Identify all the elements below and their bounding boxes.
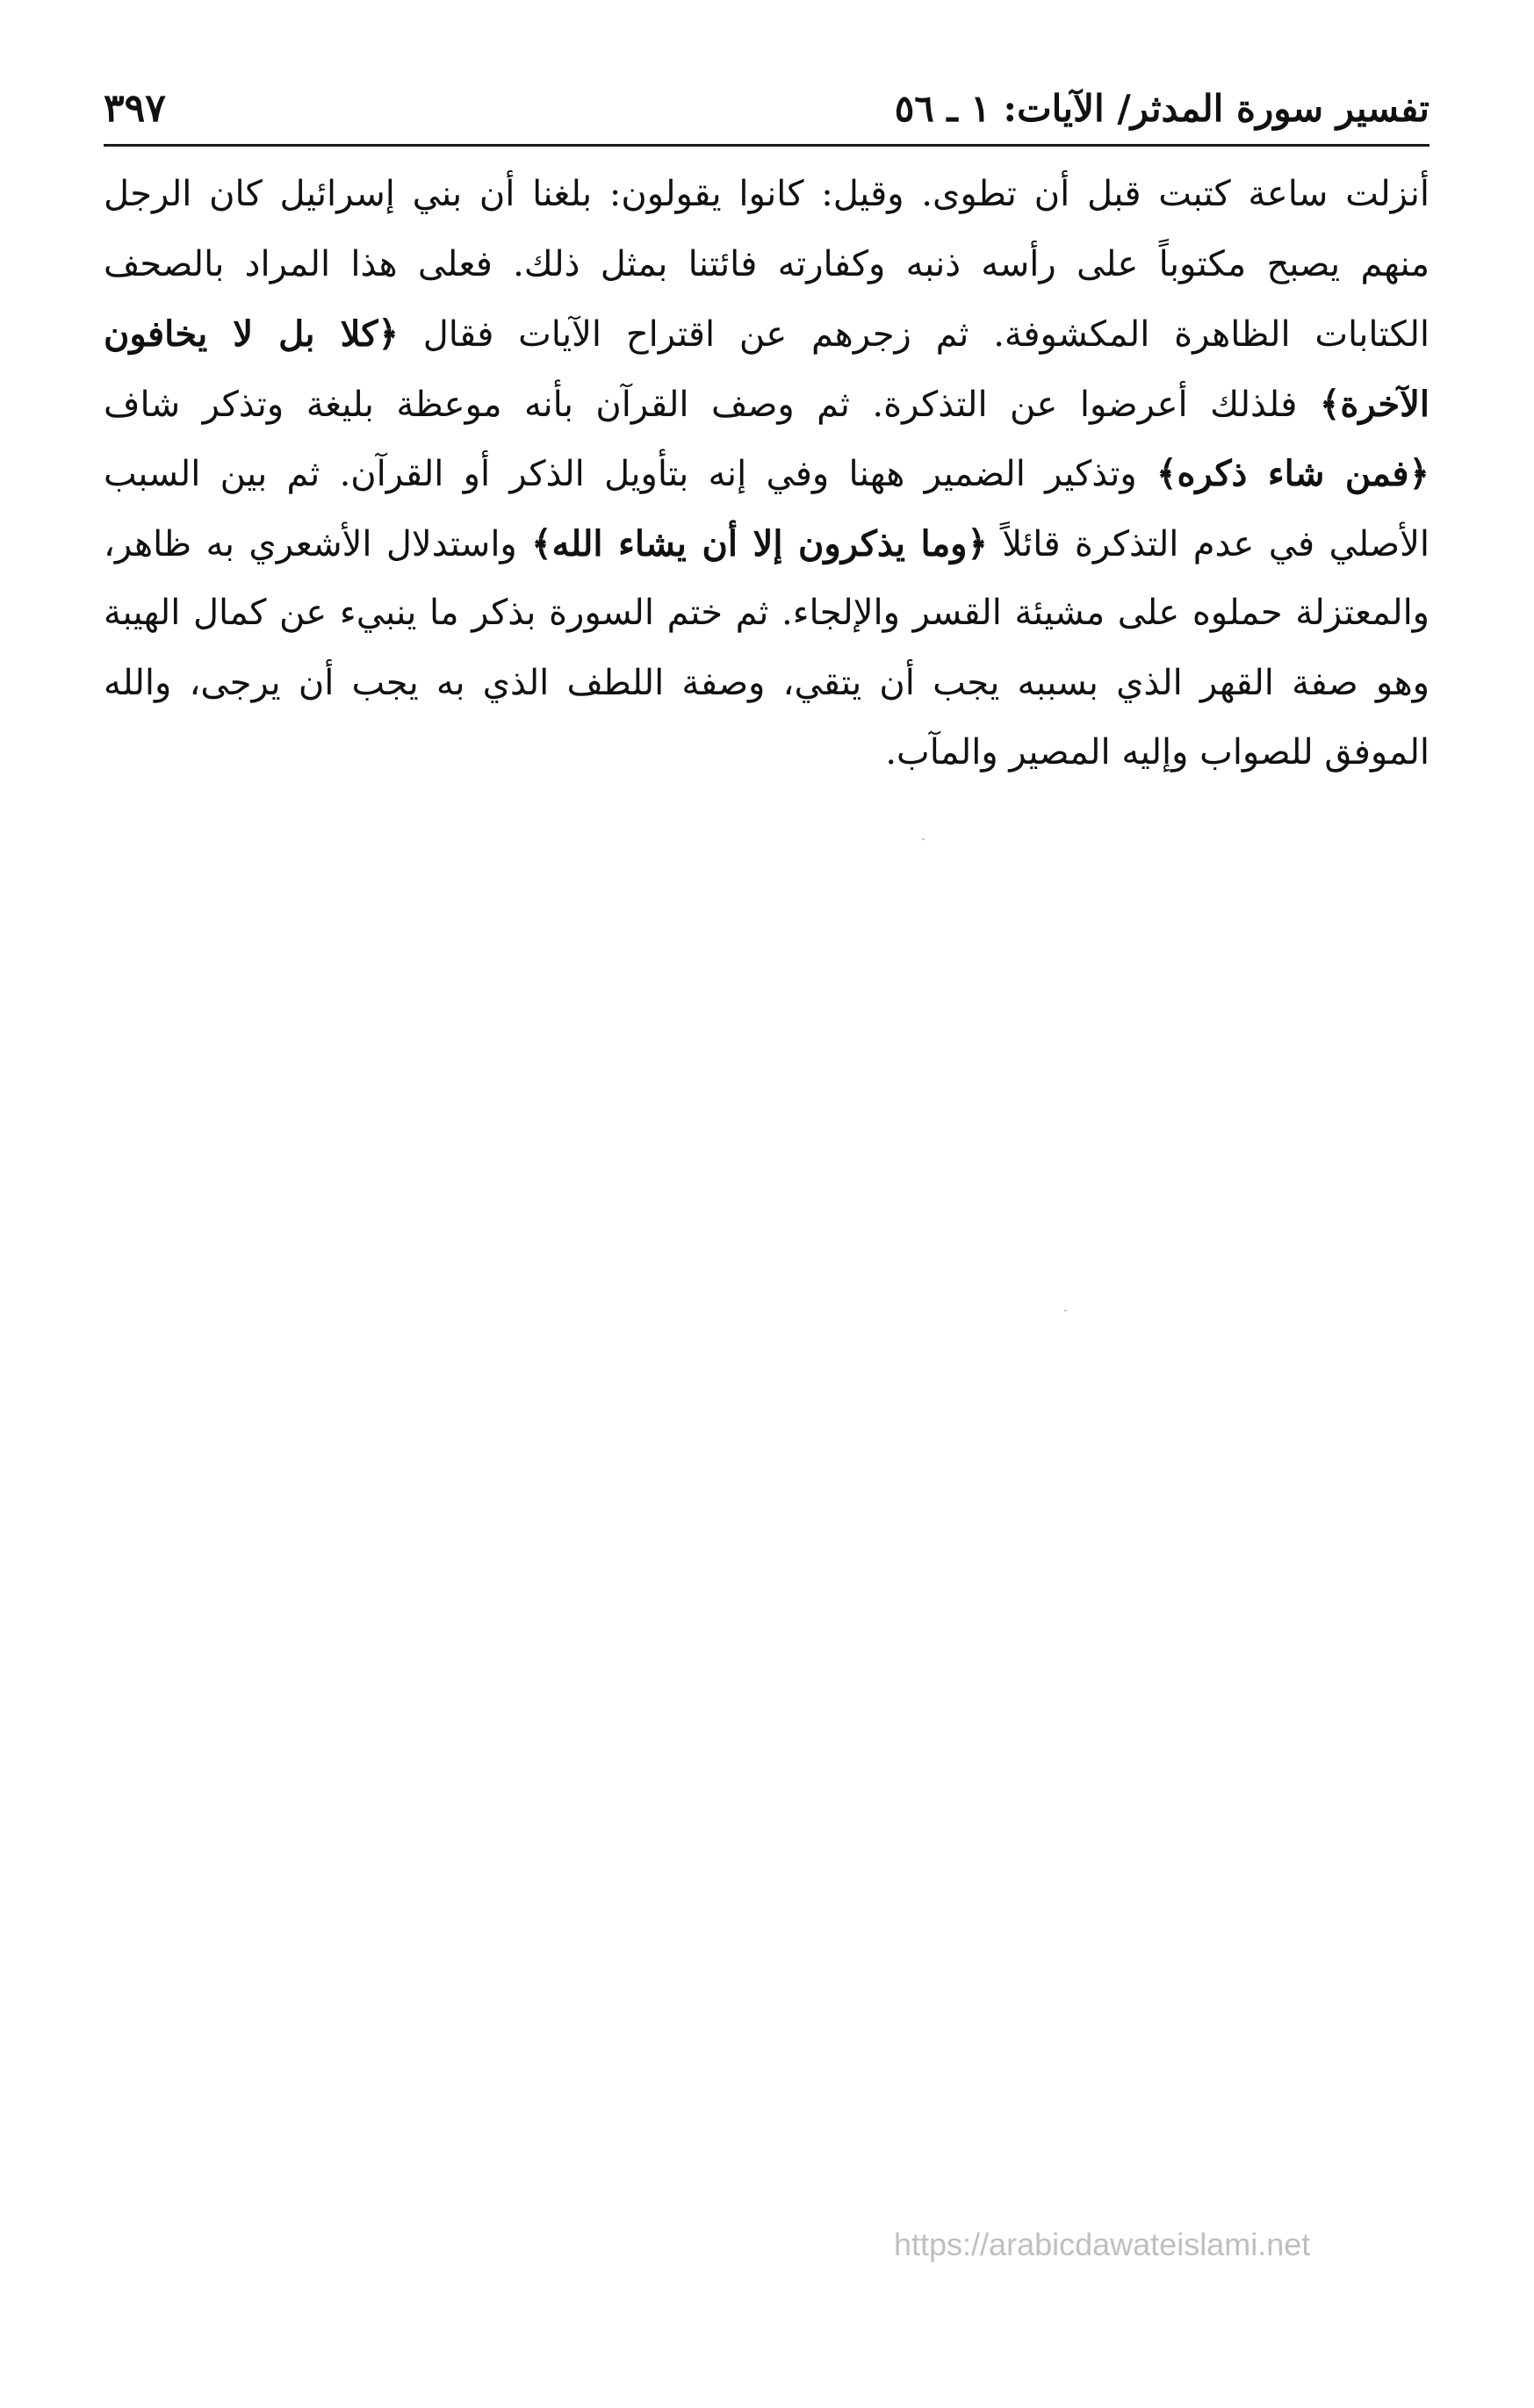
text-line [104,649,1430,719]
quranic-quote: ﴿فمن شاء ذكره﴾ [1156,453,1430,494]
scan-speck [1064,1310,1067,1312]
line-text: الموفق للصواب وإليه المصير والمآب. [885,732,1430,773]
running-header-title: تفسير سورة المدثر/ الآيات: ١ ـ ٥٦ [894,87,1430,130]
line-text: والمعتزلة حملوه على مشيئة القسر والإلجاء. ثم ختم السورة بذكر ما ينبيء عن كمال الهيبة [104,593,1430,633]
line-text: واستدلال الأشعري به ظاهر، [104,523,532,564]
quranic-quote: الآخرة﴾ [1319,383,1430,425]
quranic-quote: ﴿وما يذكرون إلا أن يشاء الله﴾ [531,522,988,564]
text-line [104,299,1430,370]
line-text: منهم يصبح مكتوباً على رأسه ذنبه وكفارته فائتنا بمثل ذلك. فعلى هذا المراد بالصحف [104,243,1430,284]
header-rule [104,144,1430,147]
scan-speck [922,838,925,840]
text-line [104,509,1430,579]
page-number: ٣٩٧ [104,86,166,131]
text-line [104,718,1430,788]
line-text: فلذلك أعرضوا عن التذكرة. ثم وصف القرآن بأنه موعظة بليغة وتذكر شاف [104,384,1320,425]
body-text [104,160,1430,788]
text-line [104,370,1430,440]
text-line [104,579,1430,649]
text-line [104,160,1430,230]
watermark-url: https://arabicdawateislami.net [894,2226,1311,2262]
page-header [104,81,1430,144]
line-text: الأصلي في عدم التذكرة قائلاً [987,523,1430,564]
text-line [104,230,1430,300]
line-text: وتذكير الضمير ههنا وفي إنه بتأويل الذكر أو القرآن. ثم بين السبب [104,454,1157,494]
text-line [104,439,1430,509]
line-text: الكتابات الظاهرة المكشوفة. ثم زجرهم عن اقتراح الآيات فقال [398,314,1430,355]
line-text: وهو صفة القهر الذي بسببه يجب أن يتقي، وصفة اللطف الذي به يجب أن يرجى، والله [104,662,1430,703]
line-text: أنزلت ساعة كتبت قبل أن تطوى. وقيل: كانوا يقولون: بلغنا أن بني إسرائيل كان الرجل [104,174,1430,214]
quranic-quote: ﴿كلا بل لا يخافون [104,313,399,355]
